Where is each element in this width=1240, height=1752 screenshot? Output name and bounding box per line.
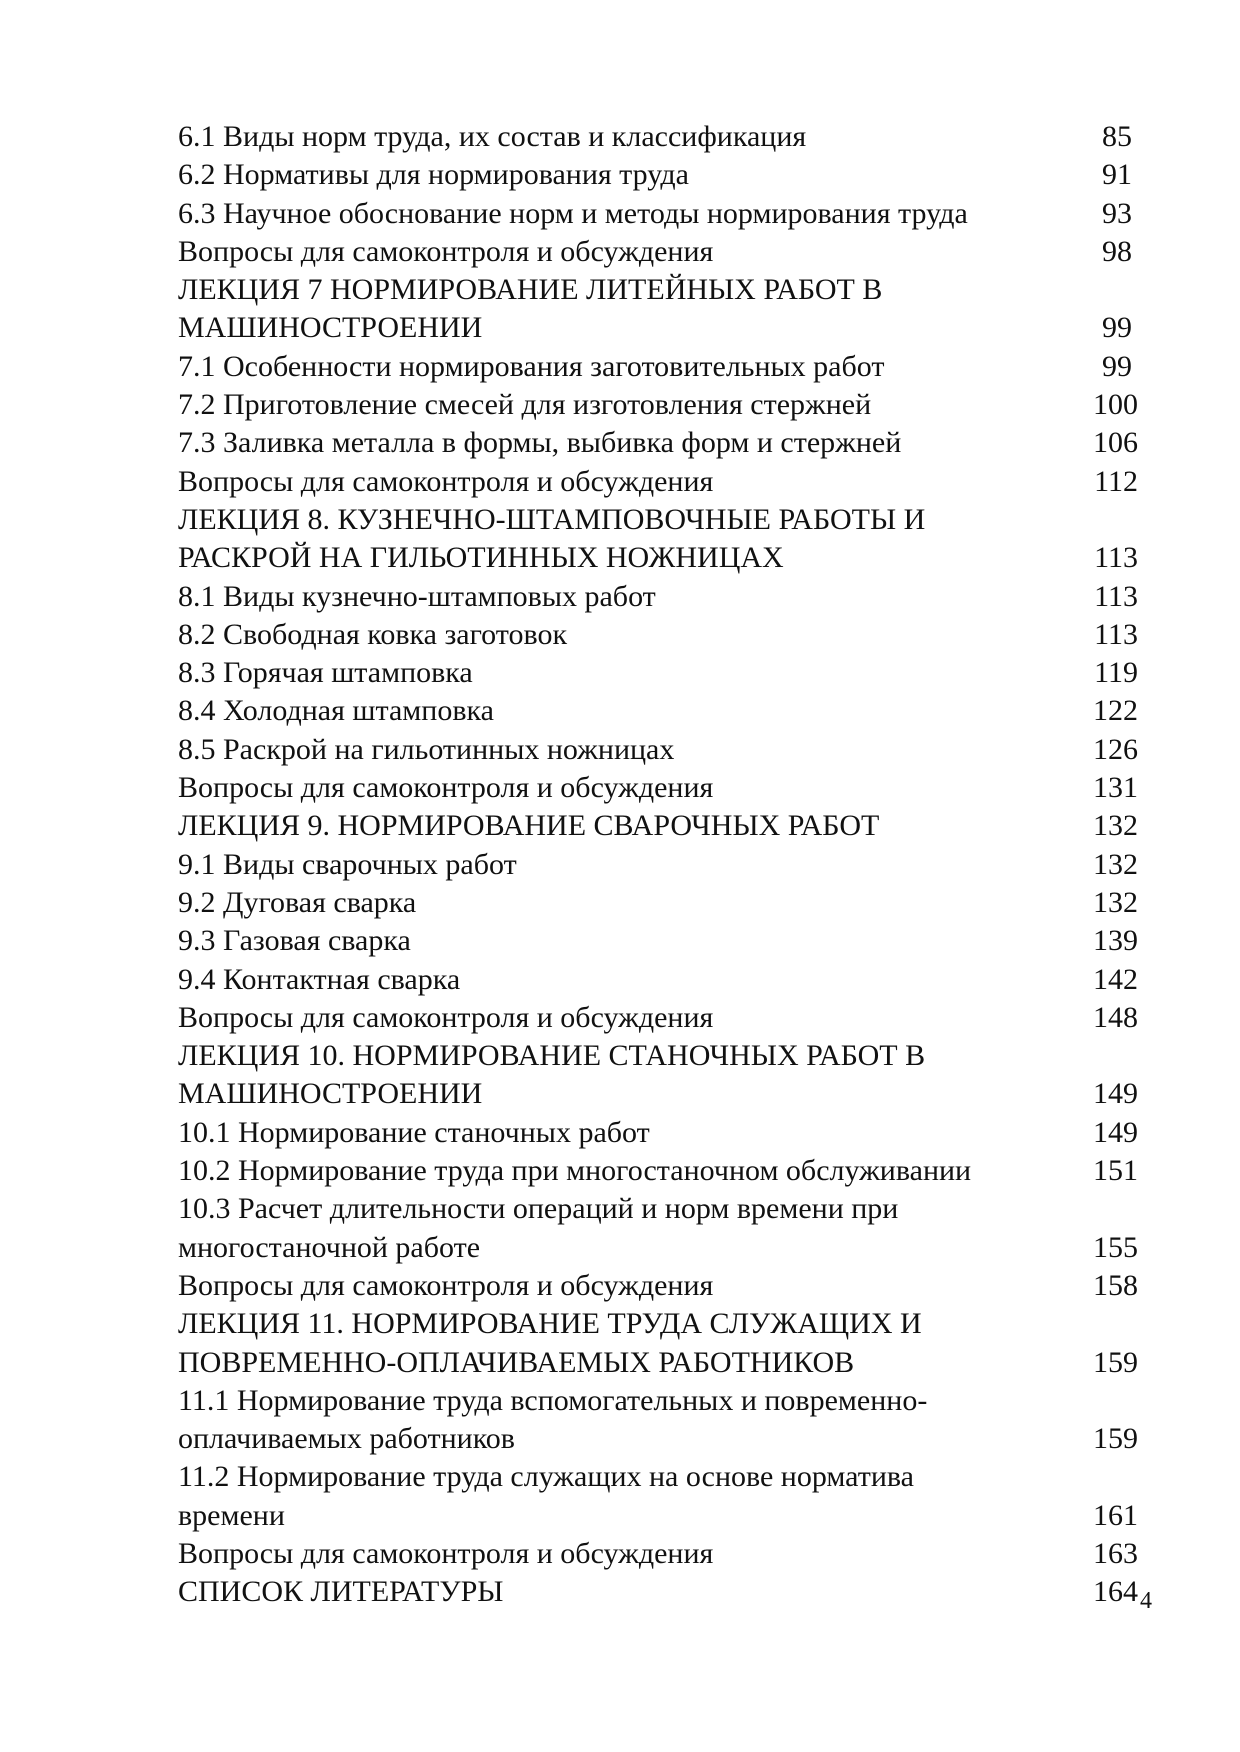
toc-entry-title: 8.2 Свободная ковка заготовок [178, 617, 568, 651]
toc-entry-title: 7.1 Особенности нормирования заготовительных работ [178, 349, 885, 383]
toc-entry-page: 99 [1102, 311, 1132, 345]
toc-entry [178, 386, 1138, 424]
toc-entry-title: 8.3 Горячая штамповка [178, 656, 473, 690]
toc-entry-page: 132 [1093, 885, 1138, 919]
toc-entry-title: 10.2 Нормирование труда при многостаночном обслуживании [178, 1154, 972, 1188]
toc-entry-page: 161 [1093, 1498, 1138, 1532]
toc-entry-title: 10.3 Расчет длительности операций и норм времени при [178, 1192, 899, 1226]
toc-entry-page: 98 [1102, 234, 1132, 268]
toc-entry [178, 1458, 1138, 1496]
toc-entry-page: 85 [1102, 120, 1132, 153]
toc-entry [178, 1382, 1138, 1420]
toc-entry [178, 1344, 1138, 1382]
toc-entry-page: 149 [1093, 1115, 1138, 1149]
toc-entry-page: 132 [1093, 809, 1138, 843]
table-of-contents [178, 118, 1138, 1612]
toc-entry-title: многостаночной работе [178, 1230, 481, 1264]
toc-entry [178, 1037, 1138, 1075]
toc-entry-page: 106 [1093, 426, 1138, 460]
toc-entry-title: 6.1 Виды норм труда, их состав и классификация [178, 120, 807, 153]
toc-entry-page: 122 [1093, 694, 1138, 728]
toc-entry [178, 271, 1138, 309]
toc-entry-title: оплачиваемых работников [178, 1422, 515, 1456]
toc-entry [178, 807, 1138, 845]
toc-entry [178, 1190, 1138, 1228]
toc-entry-page: 126 [1093, 732, 1138, 766]
toc-entry-title: 11.2 Нормирование труда служащих на основе норматива [178, 1460, 914, 1494]
toc-entry-page: 142 [1093, 962, 1138, 996]
toc-entry-page: 113 [1094, 541, 1138, 575]
toc-entry [178, 1152, 1138, 1190]
toc-entry-title: ЛЕКЦИЯ 10. НОРМИРОВАНИЕ СТАНОЧНЫХ РАБОТ В [178, 1039, 926, 1073]
toc-entry-title: Вопросы для самоконтроля и обсуждения [178, 234, 714, 268]
toc-entry-page: 131 [1093, 771, 1138, 805]
toc-entry-page: 159 [1093, 1345, 1138, 1379]
toc-entry [178, 731, 1138, 769]
toc-entry-page: 99 [1102, 349, 1132, 383]
toc-entry-title: 10.1 Нормирование станочных работ [178, 1115, 650, 1149]
toc-entry [178, 654, 1138, 692]
toc-entry [178, 1267, 1138, 1305]
toc-entry [178, 999, 1138, 1037]
toc-entry [178, 1229, 1138, 1267]
toc-entry-page: 113 [1094, 617, 1138, 651]
toc-entry-title: 8.1 Виды кузнечно-штамповых работ [178, 579, 656, 613]
toc-entry [178, 769, 1138, 807]
toc-entry-title: ЛЕКЦИЯ 9. НОРМИРОВАНИЕ СВАРОЧНЫХ РАБОТ [178, 809, 880, 843]
toc-entry [178, 578, 1138, 616]
toc-entry-page: 139 [1093, 924, 1138, 958]
toc-entry [178, 1573, 1138, 1611]
toc-entry-title: Вопросы для самоконтроля и обсуждения [178, 771, 714, 805]
toc-entry-title: 6.2 Нормативы для нормирования труда [178, 158, 689, 192]
toc-entry-page: 91 [1102, 158, 1132, 192]
toc-entry [178, 1535, 1138, 1573]
toc-entry [178, 692, 1138, 730]
toc-entry [178, 1305, 1138, 1343]
toc-entry-title: ЛЕКЦИЯ 7 НОРМИРОВАНИЕ ЛИТЕЙНЫХ РАБОТ В [178, 273, 883, 307]
toc-entry-title: МАШИНОСТРОЕНИИ [178, 1077, 483, 1111]
toc-entry [178, 1075, 1138, 1113]
toc-entry-title: РАСКРОЙ НА ГИЛЬОТИННЫХ НОЖНИЦАХ [178, 541, 784, 575]
toc-entry [178, 1420, 1138, 1458]
toc-entry-page: 93 [1102, 196, 1132, 230]
toc-entry-page: 132 [1093, 847, 1138, 881]
toc-entry [178, 118, 1138, 156]
toc-entry-title: 9.4 Контактная сварка [178, 962, 461, 996]
toc-entry-title: 8.4 Холодная штамповка [178, 694, 494, 728]
toc-entry [178, 884, 1138, 922]
toc-entry-title: Вопросы для самоконтроля и обсуждения [178, 1000, 714, 1034]
toc-entry [178, 616, 1138, 654]
toc-entry-page: 155 [1093, 1230, 1138, 1264]
toc-entry [178, 348, 1138, 386]
toc-entry-title: 9.3 Газовая сварка [178, 924, 411, 958]
toc-entry [178, 922, 1138, 960]
toc-entry [178, 1114, 1138, 1152]
toc-entry-title: 9.1 Виды сварочных работ [178, 847, 517, 881]
toc-entry-title: 7.2 Приготовление смесей для изготовления стержней [178, 388, 872, 422]
toc-entry-title: ЛЕКЦИЯ 8. КУЗНЕЧНО-ШТАМПОВОЧНЫЕ РАБОТЫ И [178, 502, 926, 536]
toc-entry-title: 11.1 Нормирование труда вспомогательных и повременно- [178, 1383, 928, 1417]
toc-entry-title: 7.3 Заливка металла в формы, выбивка форм и стержней [178, 426, 902, 460]
toc-entry [178, 501, 1138, 539]
toc-entry-page: 151 [1093, 1154, 1138, 1188]
toc-entry-title: СПИСОК ЛИТЕРАТУРЫ [178, 1575, 504, 1609]
toc-entry-title: Вопросы для самоконтроля и обсуждения [178, 1536, 714, 1570]
toc-entry-page: 100 [1093, 388, 1138, 422]
toc-entry-title: МАШИНОСТРОЕНИИ [178, 311, 483, 345]
toc-entry-title: Вопросы для самоконтроля и обсуждения [178, 464, 714, 498]
toc-entry-page: 112 [1094, 464, 1138, 498]
toc-entry-title: ПОВРЕМЕННО-ОПЛАЧИВАЕМЫХ РАБОТНИКОВ [178, 1345, 855, 1379]
toc-entry-page: 164 [1093, 1575, 1138, 1609]
toc-entry-page: 113 [1094, 579, 1138, 613]
toc-entry-title: 8.5 Раскрой на гильотинных ножницах [178, 732, 675, 766]
toc-entry-page: 159 [1093, 1422, 1138, 1456]
page-number: 4 [1140, 1588, 1152, 1614]
toc-entry [178, 846, 1138, 884]
toc-entry-page: 119 [1094, 656, 1138, 690]
toc-entry-title: времени [178, 1498, 285, 1532]
toc-entry-page: 163 [1093, 1536, 1138, 1570]
toc-entry-title: Вопросы для самоконтроля и обсуждения [178, 1268, 714, 1302]
toc-entry-title: 9.2 Дуговая сварка [178, 885, 417, 919]
toc-entry [178, 309, 1138, 347]
toc-entry [178, 424, 1138, 462]
toc-entry-title: ЛЕКЦИЯ 11. НОРМИРОВАНИЕ ТРУДА СЛУЖАЩИХ И [178, 1307, 922, 1341]
toc-entry-page: 158 [1093, 1268, 1138, 1302]
toc-entry [178, 195, 1138, 233]
toc-entry [178, 961, 1138, 999]
toc-entry-page: 148 [1093, 1000, 1138, 1034]
toc-entry-title: 6.3 Научное обоснование норм и методы нормирования труда [178, 196, 968, 230]
toc-entry [178, 233, 1138, 271]
toc-entry [178, 463, 1138, 501]
toc-entry [178, 539, 1138, 577]
toc-entry-page: 149 [1093, 1077, 1138, 1111]
toc-entry [178, 1497, 1138, 1535]
toc-entry [178, 156, 1138, 194]
